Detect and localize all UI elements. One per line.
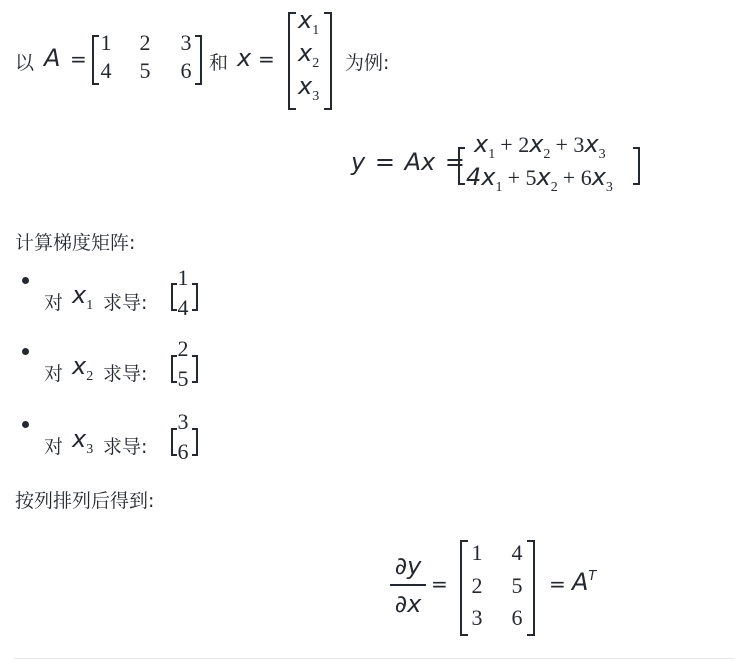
equation-y-row2: 4x1 + 5x2 + 6x3 — [466, 163, 613, 195]
matrix-A-cell: 6 — [180, 58, 192, 83]
vector-entry: 4 — [177, 295, 189, 320]
bullet-variable: x2 — [72, 352, 94, 384]
fraction-bar — [390, 584, 426, 586]
intro-and: 和 — [209, 52, 229, 74]
bracket-left — [288, 12, 296, 110]
bracket-right — [192, 283, 198, 311]
result-matrix-cell: 4 — [511, 540, 523, 565]
equals-sign: = — [70, 47, 87, 71]
bullet-prefix: 对 — [44, 292, 64, 314]
matrix-A-cell: 3 — [180, 30, 192, 55]
equals-sign: = — [431, 572, 448, 596]
bracket-left — [460, 540, 468, 636]
bracket-left — [458, 147, 465, 185]
result-matrix-cell: 6 — [511, 605, 523, 630]
vector-x-entry: x1 — [298, 6, 320, 38]
vector-entry: 3 — [177, 409, 189, 434]
equation-y-row1: x1 + 2x2 + 3x3 — [474, 130, 606, 162]
result-matrix-cell: 2 — [471, 573, 483, 598]
bullet-suffix: 求导: — [103, 363, 148, 385]
result-matrix-cell: 5 — [511, 573, 523, 598]
matrix-A-cell: 4 — [100, 58, 112, 83]
vector-x-symbol: x — [237, 44, 252, 72]
bracket-right — [527, 540, 535, 636]
bullet-prefix: 对 — [44, 436, 64, 458]
matrix-A-symbol: A — [44, 44, 61, 72]
vector-entry: 1 — [177, 265, 189, 290]
bullet-dot — [22, 348, 29, 355]
fraction-denominator: ∂x — [394, 590, 422, 618]
vector-entry: 6 — [177, 439, 189, 464]
bullet-dot — [22, 277, 29, 284]
bullet-dot — [22, 421, 29, 428]
bracket-right — [195, 35, 202, 85]
result-matrix-cell: 1 — [471, 540, 483, 565]
bottom-divider — [14, 658, 734, 659]
bracket-right — [192, 355, 198, 383]
bullet-prefix: 对 — [44, 363, 64, 385]
result-matrix-cell: 3 — [471, 605, 483, 630]
vector-entry: 2 — [177, 336, 189, 361]
intro-prefix: 以 — [15, 52, 35, 74]
bracket-right — [192, 428, 198, 456]
matrix-A-cell: 1 — [100, 30, 112, 55]
bullet-suffix: 求导: — [103, 436, 148, 458]
bracket-right — [324, 12, 332, 110]
section-arrange-heading: 按列排列后得到: — [15, 490, 155, 512]
matrix-A-cell: 5 — [139, 58, 151, 83]
section-gradient-heading: 计算梯度矩阵: — [15, 232, 136, 254]
bullet-variable: x1 — [72, 281, 94, 313]
bullet-suffix: 求导: — [103, 292, 148, 314]
equals-sign: = — [258, 47, 275, 71]
equals-sign: = — [549, 572, 566, 596]
vector-entry: 5 — [177, 366, 189, 391]
matrix-A-cell: 2 — [139, 30, 151, 55]
transpose-A: $A^T$ — [572, 568, 597, 596]
bracket-right — [633, 147, 640, 185]
bullet-variable: x3 — [72, 425, 94, 457]
vector-x-entry: x2 — [298, 39, 320, 71]
equation-y-lhs: y = Ax = — [351, 148, 465, 176]
intro-suffix: 为例: — [345, 52, 390, 74]
vector-x-entry: x3 — [298, 72, 320, 104]
fraction-numerator: ∂y — [394, 552, 422, 580]
